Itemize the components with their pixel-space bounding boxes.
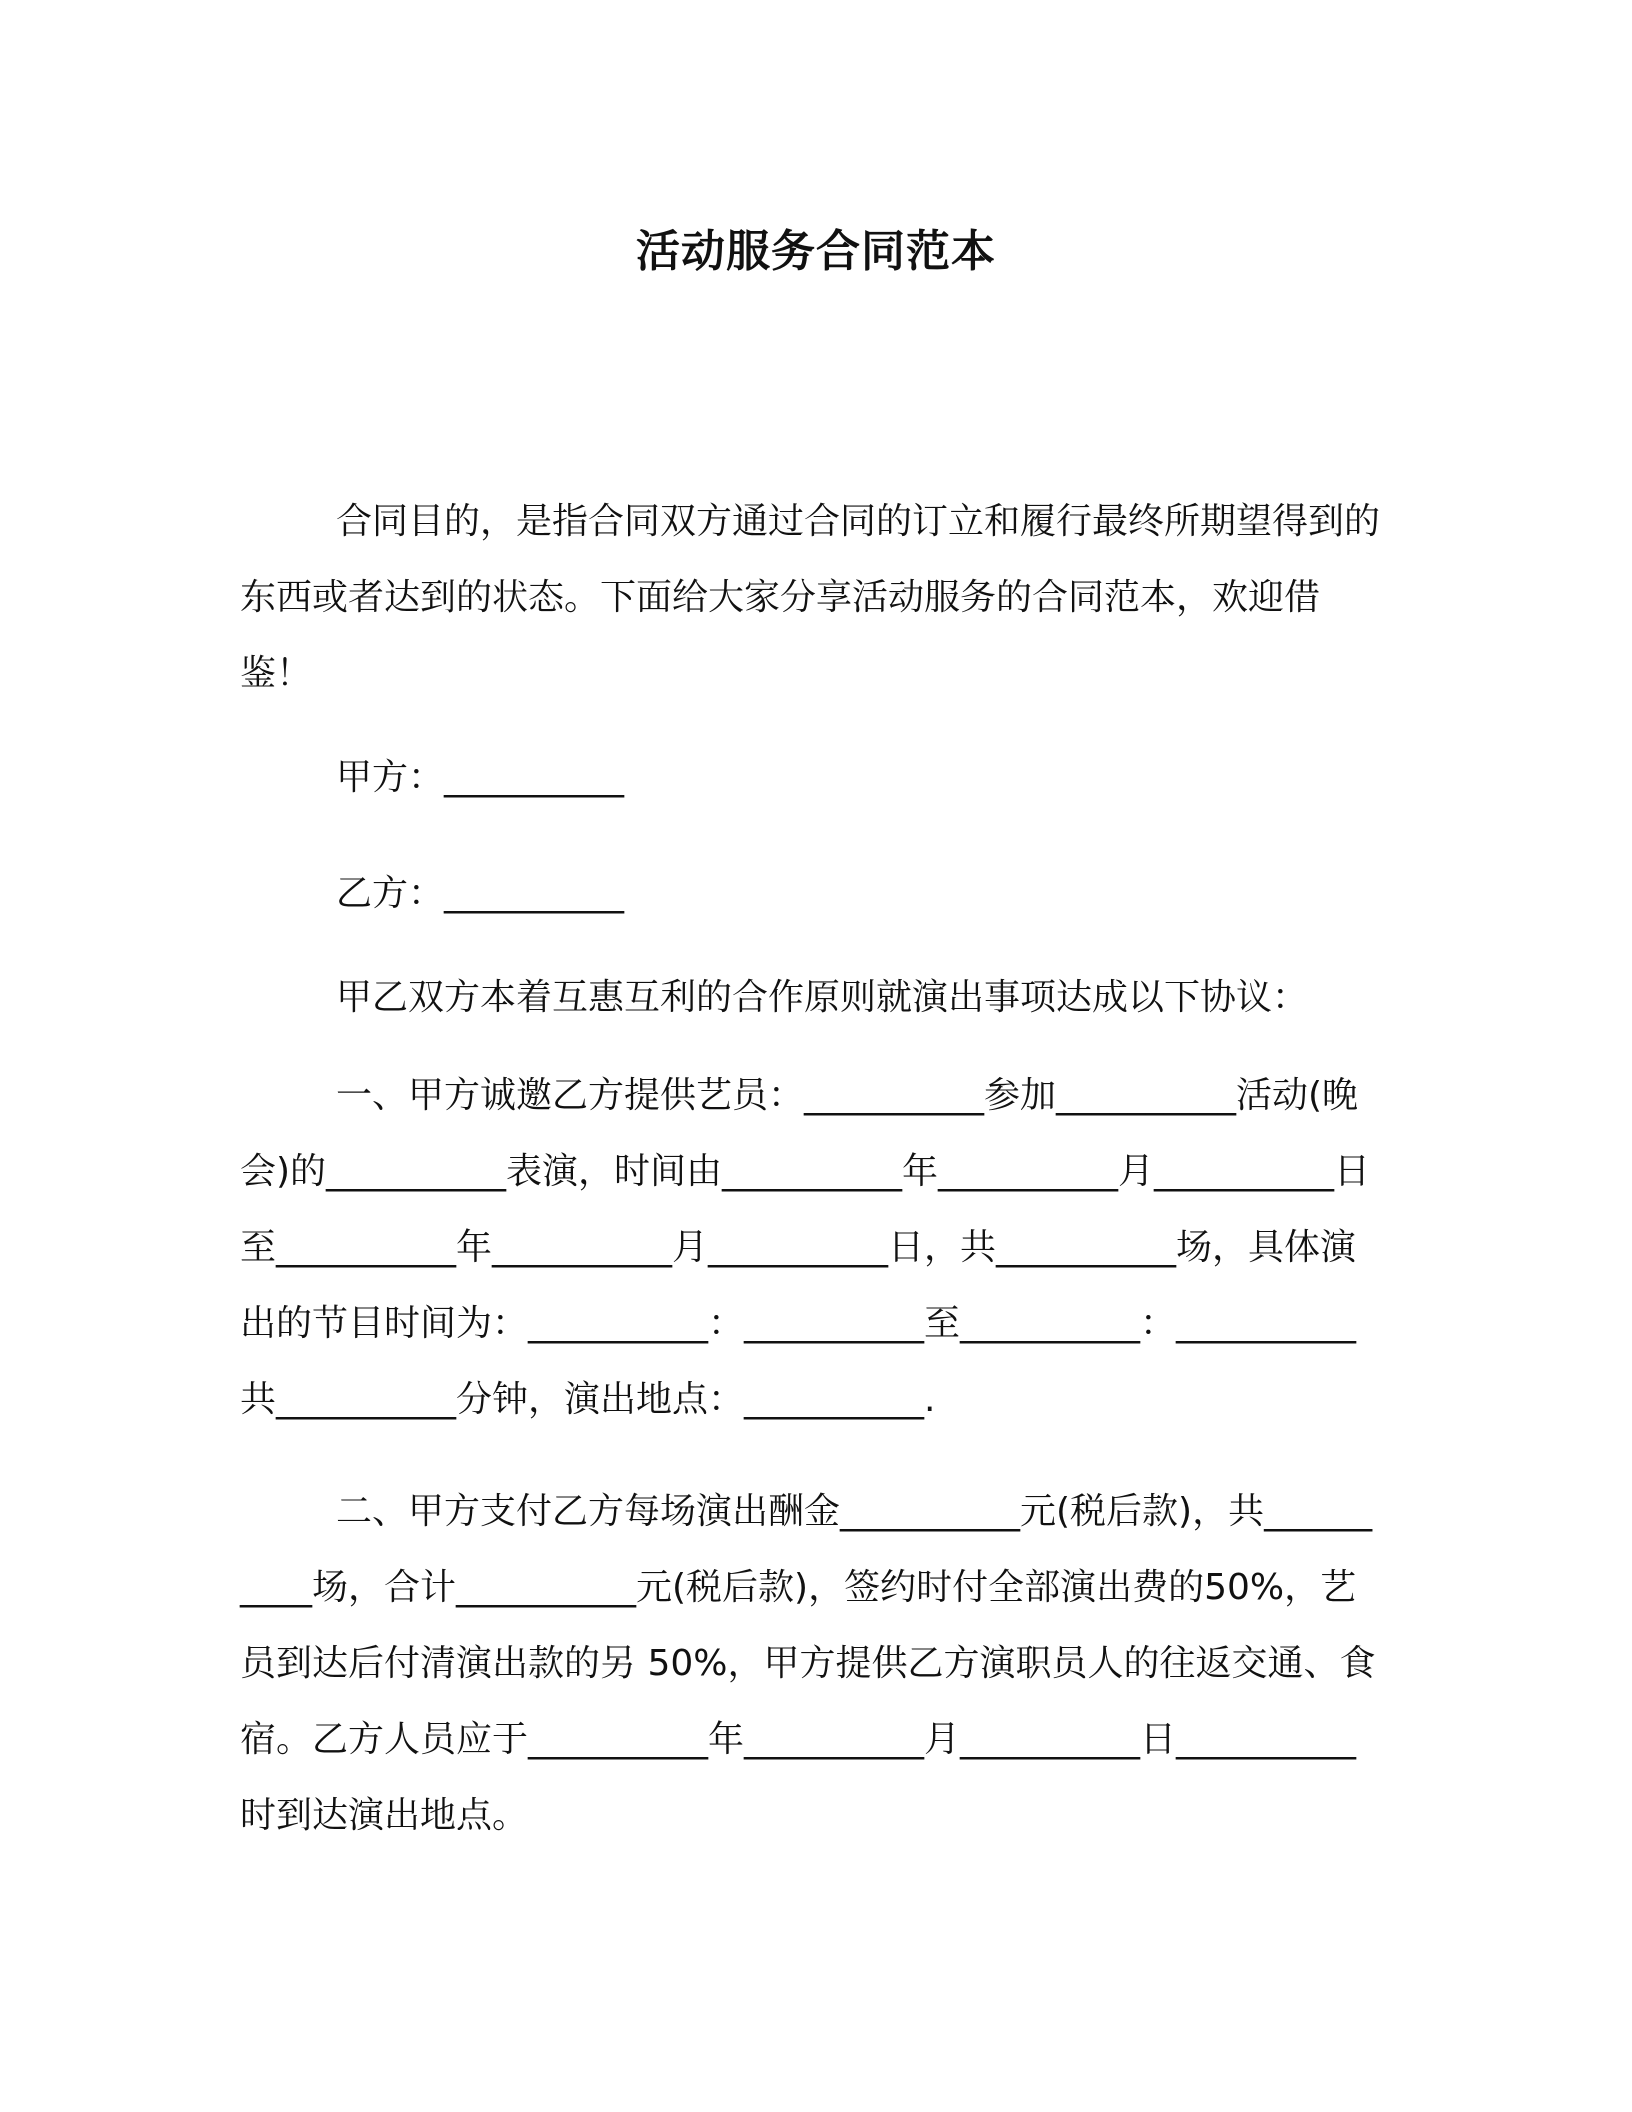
document-title: 活动服务合同范本 (636, 226, 996, 277)
party-b-line: 乙方：__________ (336, 873, 625, 914)
intro-paragraph: 合同目的，是指合同双方通过合同的订立和履行最终所期望得到的东西或者达到的状态。下面给大家分享活动服务的合同范本，欢迎借鉴！ (240, 501, 1381, 694)
clause-1-paragraph: 一、甲方诚邀乙方提供艺员：__________参加__________活动(晚会)的__________表演，时间由__________年__________月__________日至__________年__________月__________日，共__________场，具体演出的节目时间为：__________：__________至__________：__________共__________分钟，演出地点：__________. (240, 1075, 1371, 1420)
clause-2-paragraph: 二、甲方支付乙方每场演出酬金__________元(税后款)，共__________场，合计__________元(税后款)，签约时付全部演出费的50%，艺员到达后付清演出款的另 50%，甲方提供乙方演职员人的往返交通、食宿。乙方人员应于__________年__________月__________日__________时到达演出地点。 (240, 1491, 1376, 1836)
agreement-intro-line: 甲乙双方本着互惠互利的合作原则就演出事项达成以下协议： (336, 977, 1309, 1018)
party-a-line: 甲方：__________ (336, 757, 625, 798)
